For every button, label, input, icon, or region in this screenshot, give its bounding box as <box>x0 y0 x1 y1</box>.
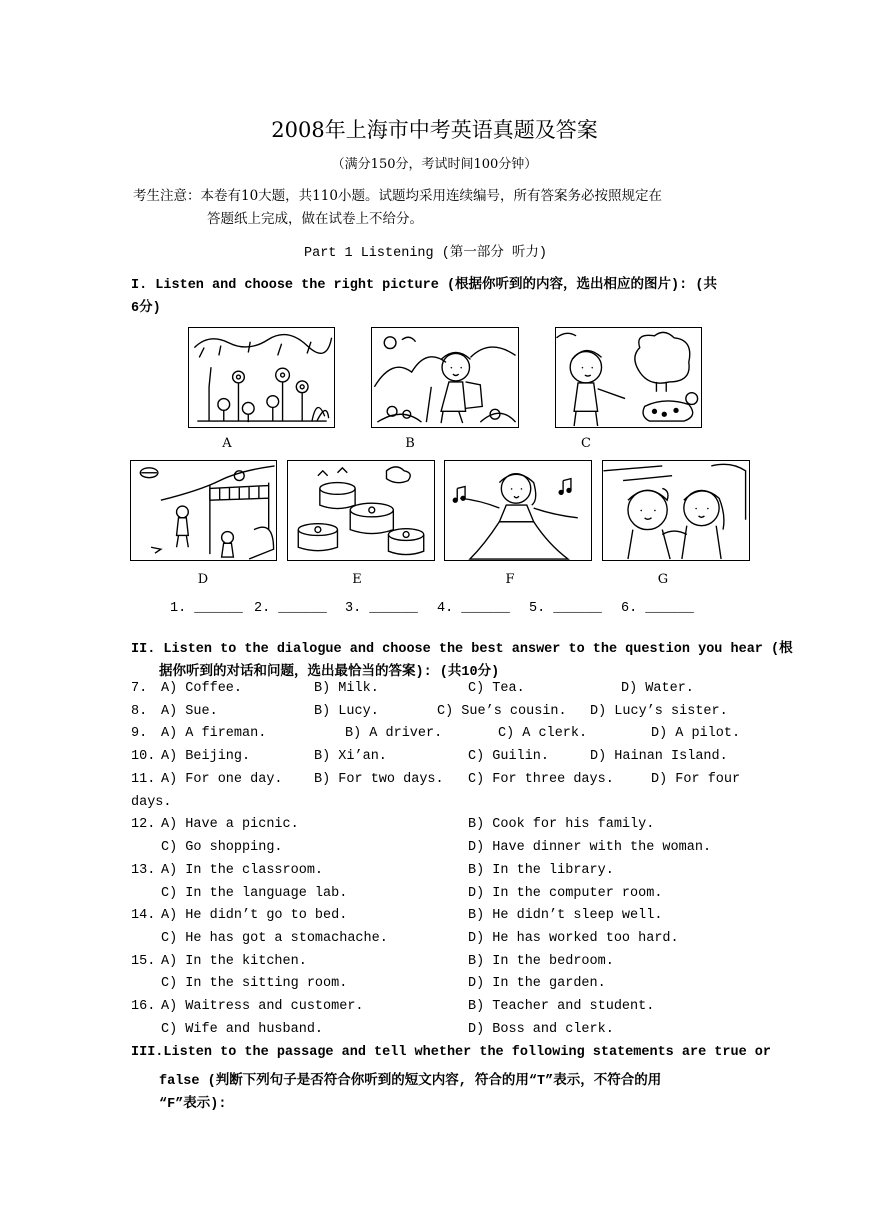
option-c: C) Go shopping. <box>161 840 283 855</box>
part-heading: Part 1 Listening (第一部分 听力) <box>304 246 548 261</box>
picture-label-g: G <box>657 572 669 587</box>
option-c: C) A clerk. <box>498 726 588 741</box>
option-a: A) Waitress and customer. <box>161 999 364 1014</box>
picture-label-a: A <box>222 436 232 451</box>
option-d: D) In the computer room. <box>468 886 663 901</box>
question-number: 14. <box>131 908 156 923</box>
option-d: D) Lucy’s sister. <box>590 704 728 719</box>
question-number: 13. <box>131 863 156 878</box>
picture-c-boy-dog <box>555 327 702 428</box>
option-d: D) Have dinner with the woman. <box>468 840 712 855</box>
question-number: 12. <box>131 817 156 832</box>
section3-heading-line1: III.Listen to the passage and tell whether the following statements are true or <box>131 1045 772 1060</box>
option-b: B) In the library. <box>468 863 614 878</box>
option-d: D) In the garden. <box>468 976 606 991</box>
picture-b-hiker <box>371 327 519 428</box>
question-number: 7. <box>131 681 148 696</box>
picture-g-two-children <box>602 460 750 561</box>
option-a: A) He didn’t go to bed. <box>161 908 348 923</box>
section2-heading-line2: 据你听到的对话和问题，选出最恰当的答案): (共10分) <box>159 665 500 680</box>
option-b: B) Lucy. <box>314 704 379 719</box>
section1-heading-line2: 6分) <box>131 301 161 316</box>
option-b: B) Milk. <box>314 681 379 696</box>
option-c: C) He has got a stomachache. <box>161 931 388 946</box>
option-a: A) Coffee. <box>161 681 243 696</box>
option-b: B) Teacher and student. <box>468 999 655 1014</box>
option-c: C) Tea. <box>468 681 525 696</box>
option-a: A) In the kitchen. <box>161 954 307 969</box>
picture-e-tree-stumps <box>287 460 435 561</box>
option-d: D) A pilot. <box>651 726 741 741</box>
option-d-wrap: days. <box>131 795 172 810</box>
picture-d-volleyball <box>130 460 277 561</box>
question-number: 8. <box>131 704 148 719</box>
option-c: C) In the language lab. <box>161 886 348 901</box>
question-number: 11. <box>131 772 156 787</box>
option-c: C) Wife and husband. <box>161 1022 324 1037</box>
answer-blank-4[interactable]: 4. ______ <box>437 601 510 616</box>
option-a: A) Beijing. <box>161 749 251 764</box>
picture-label-b: B <box>405 436 415 451</box>
option-c: C) In the sitting room. <box>161 976 348 991</box>
option-c: C) Guilin. <box>468 749 550 764</box>
picture-label-c: C <box>581 436 591 451</box>
option-b: B) In the bedroom. <box>468 954 614 969</box>
picture-label-d: D <box>197 572 209 587</box>
answer-blank-5[interactable]: 5. ______ <box>529 601 602 616</box>
option-d: D) Hainan Island. <box>590 749 728 764</box>
option-a: A) For one day. <box>161 772 283 787</box>
option-b: B) A driver. <box>345 726 443 741</box>
option-a: A) Have a picnic. <box>161 817 299 832</box>
option-c: C) Sue’s cousin. <box>437 704 567 719</box>
option-d: D) He has worked too hard. <box>468 931 679 946</box>
question-number: 15. <box>131 954 156 969</box>
picture-label-f: F <box>505 572 515 587</box>
option-b: B) Xi’an. <box>314 749 387 764</box>
picture-a-flowers <box>188 327 335 428</box>
section2-heading-line1: II. Listen to the dialogue and choose the best answer to the question you hear (根 <box>131 642 793 657</box>
picture-label-e: E <box>352 572 362 587</box>
section3-heading-line3: “F”表示): <box>159 1097 227 1112</box>
option-c: C) For three days. <box>468 772 614 787</box>
page-title: 2008年上海市中考英语真题及答案 <box>271 118 598 142</box>
answer-blank-3[interactable]: 3. ______ <box>345 601 418 616</box>
answer-blank-1[interactable]: 1. ______ <box>170 601 243 616</box>
answer-blank-6[interactable]: 6. ______ <box>621 601 694 616</box>
notice-line-2: 答题纸上完成，做在试卷上不给分。 <box>207 211 423 227</box>
option-d: D) For four <box>651 772 741 787</box>
option-a: A) A fireman. <box>161 726 267 741</box>
question-number: 16. <box>131 999 156 1014</box>
option-d: D) Boss and clerk. <box>468 1022 614 1037</box>
notice-line-1: 考生注意：本卷有10大题，共110小题。试题均采用连续编号，所有答案务必按照规定在 <box>133 188 662 204</box>
option-a: A) Sue. <box>161 704 218 719</box>
option-b: B) He didn’t sleep well. <box>468 908 663 923</box>
option-b: B) Cook for his family. <box>468 817 655 832</box>
page-subtitle: （满分150分，考试时间100分钟） <box>331 157 538 172</box>
picture-f-singing-girl <box>444 460 592 561</box>
option-a: A) In the classroom. <box>161 863 324 878</box>
option-b: B) For two days. <box>314 772 444 787</box>
section1-heading-line1: I. Listen and choose the right picture (根据你听到的内容，选出相应的图片): (共 <box>131 278 717 293</box>
question-number: 9. <box>131 726 148 741</box>
section3-heading-line2: false (判断下列句子是否符合你听到的短文内容, 符合的用“T”表示，不符合的用 <box>159 1074 662 1089</box>
option-d: D) Water. <box>621 681 694 696</box>
question-number: 10. <box>131 749 156 764</box>
answer-blank-2[interactable]: 2. ______ <box>254 601 327 616</box>
